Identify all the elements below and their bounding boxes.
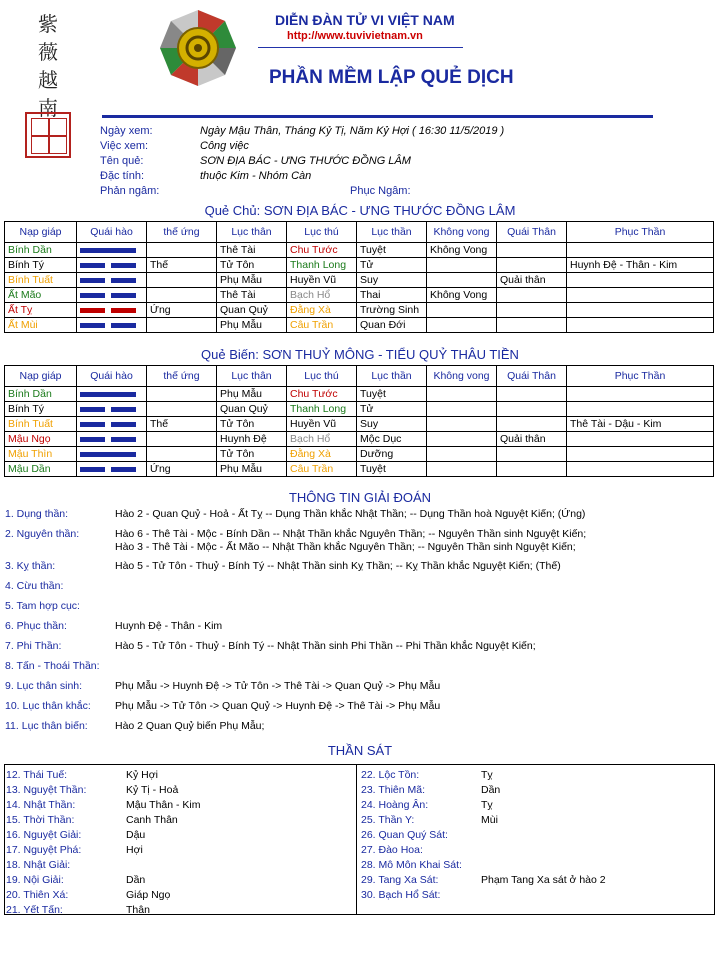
khong-vong-cell [427, 303, 497, 318]
nap-giap-cell: Mậu Thìn [5, 447, 77, 462]
broken-yin-line-right [111, 308, 136, 313]
the-ung-cell: Thế [147, 258, 217, 273]
than-sat-label: 12. Thái Tuế: [6, 769, 68, 781]
title-divider [102, 115, 653, 118]
than-sat-label: 24. Hoàng Ân: [361, 799, 429, 811]
header-cell: Quái hào [77, 366, 147, 387]
than-sat-label: 20. Thiên Xá: [6, 889, 69, 901]
broken-yin-line-right [111, 263, 136, 268]
luc-thu-cell: Chu Tước [287, 387, 357, 402]
phuc-than-cell: Thê Tài - Dậu - Kim [567, 417, 714, 432]
than-sat-label: 13. Nguyệt Thần: [6, 784, 87, 796]
than-sat-value: Giáp Ngọ [126, 889, 171, 901]
hao-row [5, 303, 714, 318]
luc-than-cell: Thê Tài [217, 288, 287, 303]
luc-thu-cell: Huyền Vũ [287, 273, 357, 288]
the-ung-cell [147, 318, 217, 333]
khong-vong-cell [427, 402, 497, 417]
luc-than2-cell: Suy [357, 417, 427, 432]
luc-than2-cell: Tuyệt [357, 243, 427, 258]
than-sat-label: 21. Yết Tấn: [6, 904, 63, 916]
header-cell: Không vong [427, 222, 497, 243]
luc-thu-cell: Bạch Hổ [287, 432, 357, 447]
header-cell: Nạp giáp [5, 366, 77, 387]
phuc-than-cell [567, 387, 714, 402]
nap-giap-cell: Bính Dần [5, 243, 77, 258]
giai-doan-value: Hào 2 - Quan Quỷ - Hoả - Ất Tỵ -- Dụng Thần khắc Nhật Thần; -- Dụng Thần hoà Nguyệt Kiến; (Ứng) [115, 508, 586, 520]
info-label-phan-ngam: Phản ngâm: [100, 185, 160, 197]
quai-than-cell [497, 318, 567, 333]
hao-row [5, 387, 714, 402]
luc-than2-cell: Suy [357, 273, 427, 288]
luc-than2-cell: Tử [357, 402, 427, 417]
nap-giap-cell: Ất Mão [5, 288, 77, 303]
luc-thu-cell: Đằng Xà [287, 303, 357, 318]
phuc-than-cell [567, 243, 714, 258]
giai-doan-value: Hào 5 - Tử Tôn - Thuỷ - Bính Tý -- Nhật Thần sinh Kỵ Thần; -- Kỵ Thần khắc Nguyệt Kiến; (Thế) [115, 560, 561, 572]
hao-row [5, 273, 714, 288]
header-cell: thế ứng [147, 222, 217, 243]
nap-giap-cell: Mậu Dần [5, 462, 77, 477]
quai-than-cell [497, 462, 567, 477]
header-divider [258, 47, 463, 48]
giai-doan-value: Phụ Mẫu -> Tử Tôn -> Quan Quỷ -> Huynh Đệ -> Thê Tài -> Phụ Mẫu [115, 700, 441, 712]
header-cell: Lục thú [287, 222, 357, 243]
than-sat-value: Dậu [126, 829, 146, 841]
hao-row [5, 432, 714, 447]
calligraphy-char-1: 紫 [38, 12, 58, 36]
broken-yin-line-left [80, 293, 105, 298]
page-title: PHẦN MỀM LẬP QUẺ DỊCH [269, 67, 514, 88]
luc-than-cell: Tử Tôn [217, 417, 287, 432]
than-sat-label: 22. Lộc Tồn: [361, 769, 420, 781]
quai-than-cell [497, 288, 567, 303]
giai-doan-label: 11. Lục thân biến: [5, 720, 88, 732]
luc-than-cell: Tử Tôn [217, 447, 287, 462]
phuc-than-cell [567, 432, 714, 447]
giai-doan-value: Hào 5 - Tử Tôn - Thuỷ - Bính Tý -- Nhật Thần sinh Phi Thần -- Phi Thần khắc Nguyệt Kiến; [115, 640, 536, 652]
than-sat-label: 28. Mô Môn Khai Sát: [361, 859, 462, 871]
quai-than-cell [497, 417, 567, 432]
phuc-than-cell: Huynh Đệ - Thân - Kim [567, 258, 714, 273]
giai-doan-value: Phụ Mẫu -> Huynh Đệ -> Tử Tôn -> Thê Tài -> Quan Quỷ -> Phụ Mẫu [115, 680, 441, 692]
info-value-trait: thuộc Kim - Nhóm Càn [200, 170, 312, 182]
luc-than-cell: Tử Tôn [217, 258, 287, 273]
luc-than-cell: Huynh Đệ [217, 432, 287, 447]
broken-yin-line-left [80, 308, 105, 313]
giai-doan-label: 8. Tấn - Thoái Thần: [5, 660, 100, 672]
header-cell: thế ứng [147, 366, 217, 387]
broken-yin-line-left [80, 437, 105, 442]
giai-doan-label: 5. Tam hợp cục: [5, 600, 80, 612]
broken-yin-line-right [111, 467, 136, 472]
than-sat-value: Thân [126, 904, 150, 916]
khong-vong-cell [427, 387, 497, 402]
header-cell: Phục Thần [567, 366, 714, 387]
luc-than-cell: Thê Tài [217, 243, 287, 258]
info-value-name: SƠN ĐỊA BÁC - ƯNG THƯỚC ĐỒNG LÂM [200, 155, 411, 167]
the-ung-cell [147, 387, 217, 402]
than-sat-box [4, 764, 715, 915]
khong-vong-cell [427, 447, 497, 462]
nap-giap-cell: Mậu Ngọ [5, 432, 77, 447]
than-sat-label: 27. Đào Hoa: [361, 844, 423, 856]
hao-row [5, 417, 714, 432]
the-ung-cell: Thế [147, 417, 217, 432]
broken-yin-line-left [80, 263, 105, 268]
quai-than-cell [497, 243, 567, 258]
broken-yin-line-right [111, 407, 136, 412]
luc-thu-cell: Câu Trần [287, 318, 357, 333]
than-sat-value: Kỷ Hợi [126, 769, 158, 781]
hao-row [5, 288, 714, 303]
giai-doan-label: 7. Phi Thần: [5, 640, 62, 652]
luc-than-cell: Phụ Mẫu [217, 318, 287, 333]
quai-than-cell [497, 258, 567, 273]
quai-than-cell: Quải thân [497, 432, 567, 447]
khong-vong-cell: Không Vong [427, 288, 497, 303]
luc-than-cell: Quan Quỷ [217, 303, 287, 318]
hao-line [77, 288, 147, 303]
giai-doan-label: 9. Lục thân sinh: [5, 680, 83, 692]
nap-giap-cell: Bính Dần [5, 387, 77, 402]
quai-than-cell: Quải thân [497, 273, 567, 288]
hao-line [77, 462, 147, 477]
than-sat-label: 26. Quan Quý Sát: [361, 829, 448, 841]
the-ung-cell [147, 273, 217, 288]
luc-than2-cell: Dưỡng [357, 447, 427, 462]
giai-doan-label: 1. Dụng thần: [5, 508, 69, 520]
broken-yin-line-left [80, 278, 105, 283]
the-ung-cell [147, 432, 217, 447]
header-cell: Lục thần [357, 366, 427, 387]
than-sat-label: 17. Nguyệt Phá: [6, 844, 82, 856]
phuc-than-cell [567, 318, 714, 333]
luc-thu-cell: Thanh Long [287, 402, 357, 417]
hao-line [77, 243, 147, 258]
quai-than-cell [497, 402, 567, 417]
than-sat-value: Kỷ Tị - Hoả [126, 784, 179, 796]
luc-thu-cell: Chu Tước [287, 243, 357, 258]
luc-than2-cell: Mộc Dục [357, 432, 427, 447]
solid-yang-line [80, 392, 136, 397]
than-sat-title: THẦN SÁT [327, 743, 393, 758]
phuc-than-cell [567, 402, 714, 417]
header-cell: Quái Thân [497, 366, 567, 387]
broken-yin-line-right [111, 422, 136, 427]
khong-vong-cell [427, 432, 497, 447]
than-sat-value: Phạm Tang Xa sát ở hào 2 [481, 874, 606, 886]
khong-vong-cell [427, 318, 497, 333]
broken-yin-line-right [111, 437, 136, 442]
giai-doan-value: Huynh Đệ - Thân - Kim [115, 620, 223, 632]
que-chu-title: Quẻ Chủ: SƠN ĐỊA BÁC - ƯNG THƯỚC ĐỒNG LÂM [204, 203, 516, 218]
info-value-task: Công việc [200, 140, 249, 152]
luc-than2-cell: Quan Đới [357, 318, 427, 333]
giai-doan-label: 4. Cừu thần: [5, 580, 64, 592]
than-sat-label: 18. Nhật Giải: [6, 859, 71, 871]
nap-giap-cell: Ất Tỵ [5, 303, 77, 318]
hao-line [77, 273, 147, 288]
hao-row [5, 402, 714, 417]
nap-giap-cell: Ất Mùi [5, 318, 77, 333]
info-label-task: Việc xem: [100, 140, 149, 152]
luc-than-cell: Phụ Mẫu [217, 462, 287, 477]
header-cell: Nạp giáp [5, 222, 77, 243]
header-cell: Quái Thân [497, 222, 567, 243]
khong-vong-cell [427, 417, 497, 432]
luc-than2-cell: Tuyệt [357, 387, 427, 402]
luc-thu-cell: Thanh Long [287, 258, 357, 273]
hao-line [77, 402, 147, 417]
khong-vong-cell: Không Vong [427, 243, 497, 258]
broken-yin-line-right [111, 323, 136, 328]
broken-yin-line-left [80, 422, 105, 427]
phuc-than-cell [567, 288, 714, 303]
hao-row [5, 243, 714, 258]
giai-doan-label: 3. Kỵ thần: [5, 560, 56, 572]
luc-than2-cell: Thai [357, 288, 427, 303]
info-label-date: Ngày xem: [100, 125, 153, 137]
quai-than-cell [497, 447, 567, 462]
luc-thu-cell: Câu Trần [287, 462, 357, 477]
hao-line [77, 387, 147, 402]
hao-line [77, 303, 147, 318]
giai-doan-value: Hào 2 Quan Quỷ biến Phụ Mẫu; [115, 720, 265, 732]
hao-line [77, 258, 147, 273]
solid-yang-line [80, 452, 136, 457]
bagua-logo [158, 8, 238, 88]
broken-yin-line-left [80, 467, 105, 472]
hao-row [5, 318, 714, 333]
que-chu-table [4, 221, 714, 333]
khong-vong-cell [427, 462, 497, 477]
giai-doan-value: Hào 6 - Thê Tài - Mộc - Bính Dần -- Nhật Thần khắc Nguyên Thần; -- Nguyên Thần sinh Nguyệt Kiến; [115, 528, 587, 540]
than-sat-label: 15. Thời Thần: [6, 814, 75, 826]
luc-than-cell: Phụ Mẫu [217, 387, 287, 402]
than-sat-label: 29. Tang Xa Sát: [361, 874, 439, 886]
info-label-trait: Đặc tính: [100, 170, 145, 182]
info-value-date: Ngày Mậu Thân, Tháng Kỷ Tị, Năm Kỷ Hợi ( 16:30 11/5/2019 ) [200, 125, 505, 137]
header-cell: Lục thân [217, 222, 287, 243]
luc-than2-cell: Tử [357, 258, 427, 273]
broken-yin-line-left [80, 407, 105, 412]
que-bien-title: Quẻ Biến: SƠN THUỶ MÔNG - TIỂU QUỶ THÂU TIỀN [201, 347, 519, 362]
giai-doan-label: 6. Phục thần: [5, 620, 67, 632]
nap-giap-cell: Bính Tý [5, 402, 77, 417]
site-url[interactable]: http://www.tuvivietnam.vn [287, 30, 423, 42]
the-ung-cell [147, 243, 217, 258]
the-ung-cell [147, 288, 217, 303]
khong-vong-cell [427, 273, 497, 288]
than-sat-label: 14. Nhật Thần: [6, 799, 76, 811]
than-sat-value: Dần [126, 874, 146, 886]
luc-than-cell: Quan Quỷ [217, 402, 287, 417]
giai-doan-label: 2. Nguyên thần: [5, 528, 80, 540]
phuc-than-cell [567, 273, 714, 288]
que-bien-table [4, 365, 714, 477]
than-sat-value: Canh Thân [126, 814, 178, 826]
than-sat-value: Mùi [481, 814, 498, 826]
giai-doan-title: THÔNG TIN GIẢI ĐOÁN [288, 490, 432, 505]
calligraphy-char-2: 薇 [38, 40, 58, 64]
giai-doan-label: 10. Lục thân khắc: [5, 700, 91, 712]
header-cell: Phục Thần [567, 222, 714, 243]
than-sat-value: Dần [481, 784, 501, 796]
luc-thu-cell: Huyền Vũ [287, 417, 357, 432]
than-sat-label: 19. Nội Giải: [6, 874, 64, 886]
hao-line [77, 417, 147, 432]
hao-line [77, 447, 147, 462]
site-name: DIỄN ĐÀN TỬ VI VIỆT NAM [275, 12, 455, 28]
header-cell: Không vong [427, 366, 497, 387]
than-sat-value: Mậu Thân - Kim [126, 799, 201, 811]
the-ung-cell [147, 402, 217, 417]
info-label-phuc-ngam: Phục Ngâm: [350, 185, 411, 197]
calligraphy-char-3: 越 [38, 68, 58, 92]
nap-giap-cell: Bính Tý [5, 258, 77, 273]
giai-doan-value: Hào 3 - Thê Tài - Mộc - Ất Mão -- Nhật Thần khắc Nguyên Thần; -- Nguyên Thần sinh Nguyệt Kiến; [115, 541, 576, 553]
the-ung-cell: Ứng [147, 462, 217, 477]
khong-vong-cell [427, 258, 497, 273]
broken-yin-line-right [111, 293, 136, 298]
hao-line [77, 432, 147, 447]
the-ung-cell [147, 447, 217, 462]
than-sat-divider [356, 765, 357, 914]
quai-than-cell [497, 387, 567, 402]
than-sat-label: 23. Thiên Mã: [361, 784, 426, 796]
than-sat-value: Tỵ [481, 799, 493, 811]
nap-giap-cell: Bính Tuất [5, 273, 77, 288]
luc-thu-cell: Bạch Hổ [287, 288, 357, 303]
header-cell: Quái hào [77, 222, 147, 243]
info-label-name: Tên quẻ: [100, 155, 144, 167]
luc-than2-cell: Trường Sinh [357, 303, 427, 318]
hao-row [5, 462, 714, 477]
the-ung-cell: Ứng [147, 303, 217, 318]
than-sat-label: 16. Nguyệt Giải: [6, 829, 82, 841]
quai-than-cell [497, 303, 567, 318]
calligraphy-char-4: 南 [38, 96, 58, 120]
red-seal-stamp [25, 112, 71, 158]
luc-than2-cell: Tuyệt [357, 462, 427, 477]
hao-row [5, 258, 714, 273]
than-sat-label: 25. Thần Y: [361, 814, 415, 826]
than-sat-value: Tỵ [481, 769, 493, 781]
phuc-than-cell [567, 303, 714, 318]
hao-line [77, 318, 147, 333]
luc-thu-cell: Đằng Xà [287, 447, 357, 462]
phuc-than-cell [567, 447, 714, 462]
header-cell: Lục thân [217, 366, 287, 387]
hao-row [5, 447, 714, 462]
than-sat-label: 30. Bạch Hổ Sát: [361, 889, 441, 901]
solid-yang-line [80, 248, 136, 253]
header-cell: Lục thần [357, 222, 427, 243]
luc-than-cell: Phụ Mẫu [217, 273, 287, 288]
broken-yin-line-right [111, 278, 136, 283]
than-sat-value: Hợi [126, 844, 143, 856]
nap-giap-cell: Bính Tuất [5, 417, 77, 432]
broken-yin-line-left [80, 323, 105, 328]
header-cell: Lục thú [287, 366, 357, 387]
phuc-than-cell [567, 462, 714, 477]
